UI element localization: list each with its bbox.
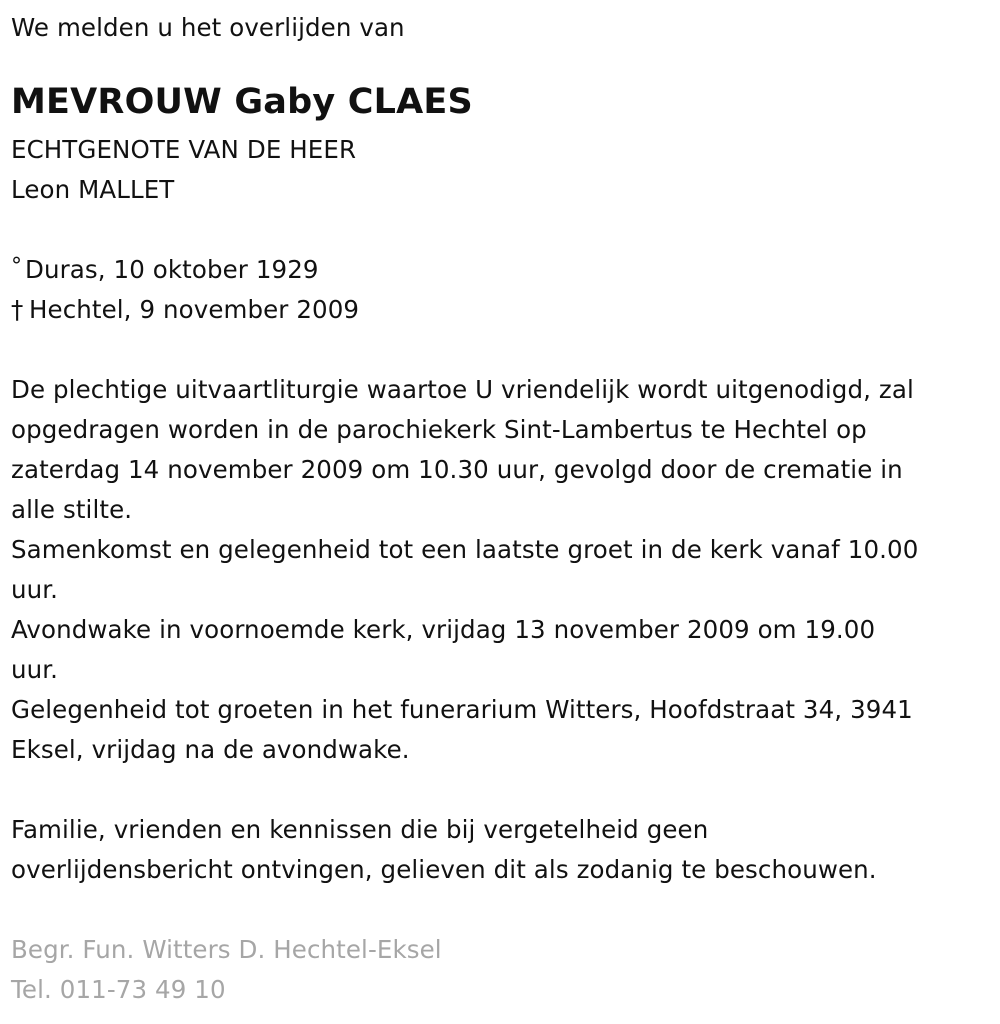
closing-line: Familie, vrienden en kennissen die bij vergetelheid geen (11, 815, 709, 844)
funeral-home-phone: Tel. 011-73 49 10 (11, 975, 226, 1004)
death-text: Hechtel, 9 november 2009 (29, 295, 360, 324)
birth-text: Duras, 10 oktober 1929 (25, 255, 319, 284)
deceased-name: MEVROUW Gaby CLAES (11, 82, 473, 122)
spouse-name: Leon MALLET (11, 175, 175, 204)
body-line: Eksel, vrijdag na de avondwake. (11, 735, 410, 764)
birth-symbol: ° (11, 254, 23, 279)
intro-text: We melden u het overlijden van (11, 13, 405, 42)
funeral-home-name: Begr. Fun. Witters D. Hechtel-Eksel (11, 935, 442, 964)
body-line: Samenkomst en gelegenheid tot een laatste groet in de kerk vanaf 10.00 (11, 535, 919, 564)
spouse-title: ECHTGENOTE VAN DE HEER (11, 135, 357, 164)
closing-line: overlijdensbericht ontvingen, gelieven dit als zodanig te beschouwen. (11, 855, 877, 884)
body-line: alle stilte. (11, 495, 133, 524)
spacer (11, 890, 1000, 930)
body-line: opgedragen worden in de parochiekerk Sint-Lambertus te Hechtel op (11, 415, 867, 444)
body-line: uur. (11, 655, 59, 684)
body-line: zaterdag 14 november 2009 om 10.30 uur, gevolgd door de crematie in (11, 455, 903, 484)
spacer (11, 210, 1000, 250)
body-line: Avondwake in voornoemde kerk, vrijdag 13 november 2009 om 19.00 (11, 615, 876, 644)
cross-icon: † (11, 295, 24, 324)
birth-line (11, 250, 1000, 290)
spacer (11, 330, 1000, 370)
body-line: uur. (11, 575, 59, 604)
spacer (11, 770, 1000, 810)
body-line: De plechtige uitvaartliturgie waartoe U vriendelijk wordt uitgenodigd, zal (11, 375, 914, 404)
body-line: Gelegenheid tot groeten in het funerarium Witters, Hoofdstraat 34, 3941 (11, 695, 913, 724)
death-line (11, 290, 1000, 330)
